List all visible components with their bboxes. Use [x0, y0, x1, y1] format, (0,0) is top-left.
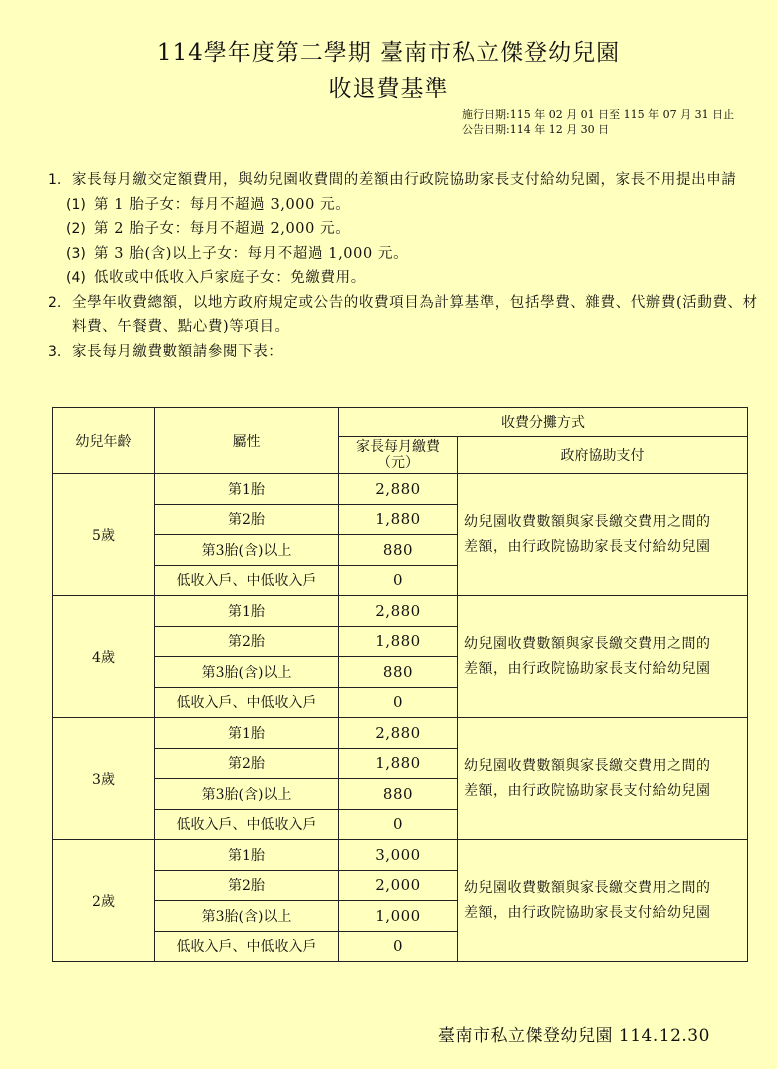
sub-item	[48, 193, 760, 218]
gov-pay-cell	[458, 596, 748, 718]
table-row	[53, 596, 748, 627]
sub-item-text: 第 2 胎子女：每月不超過 2,000 元。	[94, 221, 351, 237]
gov-pay-text: 差額，由行政院協助家長支付給幼兒園	[464, 660, 711, 677]
rule-item	[48, 291, 760, 340]
rule-number: 1.	[48, 172, 62, 188]
parent-fee-cell: 0	[339, 687, 458, 718]
parent-fee-cell: 880	[339, 779, 458, 810]
gov-pay-text: 差額，由行政院協助家長支付給幼兒園	[464, 904, 711, 921]
age-cell: 5歲	[53, 474, 155, 596]
parent-fee-cell: 1,000	[339, 901, 458, 932]
parent-fee-cell: 1,880	[339, 748, 458, 779]
rule-number: 2.	[48, 294, 62, 311]
announce-date: 公告日期:114 年 12 月 30 日	[462, 123, 610, 136]
effective-date: 施行日期:115 年 02 月 01 日至 115 年 07 月 31 日止	[462, 108, 735, 121]
parent-fee-cell: 1,880	[339, 626, 458, 657]
sub-item	[48, 217, 760, 242]
rules-list	[48, 168, 760, 364]
header-attr: 屬性	[155, 408, 339, 474]
parent-fee-cell: 0	[339, 931, 458, 962]
sub-item	[48, 266, 760, 291]
attr-cell: 第3胎(含)以上	[155, 779, 339, 810]
header-parent-fee-unit: （元）	[377, 455, 419, 471]
table-row	[53, 718, 748, 749]
rule-number: 3.	[48, 343, 62, 360]
gov-pay-text: 幼兒園收費數額與家長繳交費用之間的	[464, 879, 711, 896]
attr-cell: 第3胎(含)以上	[155, 535, 339, 566]
attr-cell: 低收入戶、中低收入戶	[155, 931, 339, 962]
gov-pay-cell	[458, 840, 748, 962]
attr-cell: 第1胎	[155, 840, 339, 871]
attr-cell: 第2胎	[155, 626, 339, 657]
document-title: 114學年度第二學期 臺南市私立傑登幼兒園	[156, 40, 621, 66]
gov-pay-text: 差額，由行政院協助家長支付給幼兒園	[464, 782, 711, 799]
sub-item-number: (4)	[66, 270, 86, 286]
rule-text: 全學年收費總額，以地方政府規定或公告的收費項目為計算基準，包括學費、雜費、代辦費(活動費、材料費、午餐費、點心費)等項目。	[72, 294, 758, 335]
attr-cell: 低收入戶、中低收入戶	[155, 809, 339, 840]
parent-fee-cell: 880	[339, 535, 458, 566]
gov-pay-cell	[458, 718, 748, 840]
document-subtitle: 收退費基準	[328, 76, 449, 102]
rule-text: 家長每月繳交定額費用，與幼兒園收費間的差額由行政院協助家長支付給幼兒園，家長不用提出申請	[72, 172, 737, 188]
rule-text: 家長每月繳費數額請參閱下表：	[72, 343, 284, 360]
header-method: 收費分攤方式	[339, 408, 748, 437]
attr-cell: 第1胎	[155, 718, 339, 749]
header-gov-pay: 政府協助支付	[458, 437, 748, 474]
sub-item-text: 低收或中低收入戶家庭子女：免繳費用。	[94, 270, 366, 286]
attr-cell: 低收入戶、中低收入戶	[155, 565, 339, 596]
rule-item	[48, 340, 760, 365]
gov-pay-text: 幼兒園收費數額與家長繳交費用之間的	[464, 635, 711, 652]
sub-item-number: (2)	[66, 221, 86, 237]
sub-item-number: (3)	[66, 245, 86, 262]
sub-item-text: 第 3 胎(含)以上子女：每月不超過 1,000 元。	[94, 245, 409, 262]
parent-fee-cell: 0	[339, 565, 458, 596]
age-cell: 3歲	[53, 718, 155, 840]
parent-fee-cell: 0	[339, 809, 458, 840]
parent-fee-cell: 1,880	[339, 504, 458, 535]
parent-fee-cell: 3,000	[339, 840, 458, 871]
attr-cell: 第2胎	[155, 870, 339, 901]
attr-cell: 第2胎	[155, 504, 339, 535]
attr-cell: 第1胎	[155, 474, 339, 505]
age-cell: 4歲	[53, 596, 155, 718]
attr-cell: 第2胎	[155, 748, 339, 779]
table-row	[53, 840, 748, 871]
parent-fee-cell: 2,880	[339, 718, 458, 749]
date-block	[462, 107, 734, 137]
parent-fee-cell: 2,880	[339, 474, 458, 505]
rule-item	[48, 168, 760, 193]
attr-cell: 第1胎	[155, 596, 339, 627]
table-header-row	[53, 408, 748, 437]
sub-item-number: (1)	[66, 196, 86, 213]
sub-item	[48, 242, 760, 267]
header-parent-fee	[339, 437, 458, 474]
header-parent-fee-line: 家長每月繳費	[356, 439, 440, 455]
attr-cell: 低收入戶、中低收入戶	[155, 687, 339, 718]
gov-pay-cell	[458, 474, 748, 596]
sub-item-text: 第 1 胎子女：每月不超過 3,000 元。	[94, 196, 351, 213]
gov-pay-text: 幼兒園收費數額與家長繳交費用之間的	[464, 757, 711, 774]
parent-fee-cell: 2,000	[339, 870, 458, 901]
footer-signature: 臺南市私立傑登幼兒園 114.12.30	[438, 1026, 710, 1046]
fee-table	[52, 407, 748, 962]
parent-fee-cell: 880	[339, 657, 458, 688]
parent-fee-cell: 2,880	[339, 596, 458, 627]
gov-pay-text: 差額，由行政院協助家長支付給幼兒園	[464, 538, 711, 555]
attr-cell: 第3胎(含)以上	[155, 901, 339, 932]
table-row	[53, 474, 748, 505]
attr-cell: 第3胎(含)以上	[155, 657, 339, 688]
gov-pay-text: 幼兒園收費數額與家長繳交費用之間的	[464, 513, 711, 530]
age-cell: 2歲	[53, 840, 155, 962]
header-age: 幼兒年齡	[53, 408, 155, 474]
